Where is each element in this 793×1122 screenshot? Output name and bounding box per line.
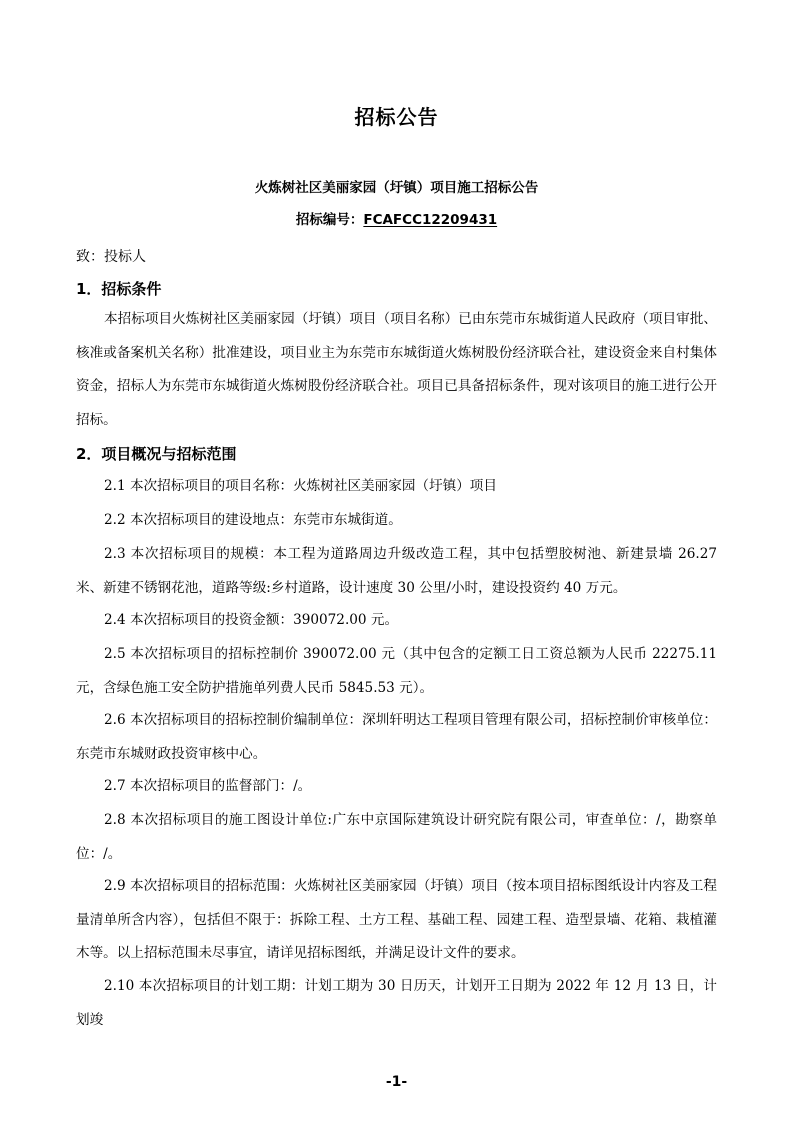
paragraph-2-1: 2.1 本次招标项目的项目名称：火炼树社区美丽家园（圩镇）项目 [104, 478, 497, 494]
paragraph-2-3: 2.3 本次招标项目的规模：本工程为道路周边升级改造工程，其中包括塑胶树池、新建景墙 26.27 米、新建不锈钢花池，道路等级:乡村道路，设计速度 30 公里/小时，建设投资约 40 万元。 [76, 546, 717, 596]
paragraph-2-5: 2.5 本次招标项目的招标控制价 390072.00 元（其中包含的定额工日工资总额为人民币 22275.11 元，含绿色施工安全防护措施单列费人民币 5845.53 元）。 [76, 646, 717, 696]
page-title: 招标公告 [354, 105, 439, 129]
paragraph-2-8: 2.8 本次招标项目的施工图设计单位:广东中京国际建筑设计研究院有限公司，审查单位：/，勘察单位：/。 [76, 812, 717, 862]
paragraph-2-6: 2.6 本次招标项目的招标控制价编制单位：深圳轩明达工程项目管理有限公司，招标控制价审核单位：东莞市东城财政投资审核中心。 [76, 712, 717, 762]
paragraph-2-7: 2.7 本次招标项目的监督部门：/。 [104, 778, 312, 794]
tender-code [0, 208, 793, 228]
section-heading-2: 2．项目概况与招标范围 [76, 445, 237, 463]
paragraph-2-2: 2.2 本次招标项目的建设地点：东莞市东城街道。 [104, 512, 402, 528]
paragraph-2-4: 2.4 本次招标项目的投资金额：390072.00 元。 [104, 612, 399, 628]
project-subtitle: 火炼树社区美丽家园（圩镇）项目施工招标公告 [254, 180, 539, 196]
paragraph-2-10: 2.10 本次招标项目的计划工期：计划工期为 30 日历天，计划开工日期为 2022 年 12 月 13 日，计划竣 [76, 978, 717, 1028]
salutation: 致：投标人 [76, 249, 146, 265]
tender-code-value: FCAFCC12209431 [363, 212, 498, 228]
tender-code-label: 招标编号： [295, 212, 364, 228]
page-number: -1- [385, 1074, 408, 1090]
paragraph-1-1: 本招标项目火炼树社区美丽家园（圩镇）项目（项目名称）已由东莞市东城街道人民政府（项目审批、核准或备案机关名称）批准建设，项目业主为东莞市东城街道火炼树股份经济联合社，建设资金来自村集体资金，招标人为东莞市东城街道火炼树股份经济联合社。项目已具备招标条件，现对该项目的施工进行公开招标。 [76, 311, 717, 428]
section-heading-1: 1．招标条件 [76, 280, 162, 298]
paragraph-2-9: 2.9 本次招标项目的招标范围：火炼树社区美丽家园（圩镇）项目（按本项目招标图纸设计内容及工程量清单所含内容），包括但不限于：拆除工程、土方工程、基础工程、园建工程、造型景墙、花箱、栽植灌木等。以上招标范围未尽事宜，请详见招标图纸，并满足设计文件的要求。 [76, 878, 717, 962]
